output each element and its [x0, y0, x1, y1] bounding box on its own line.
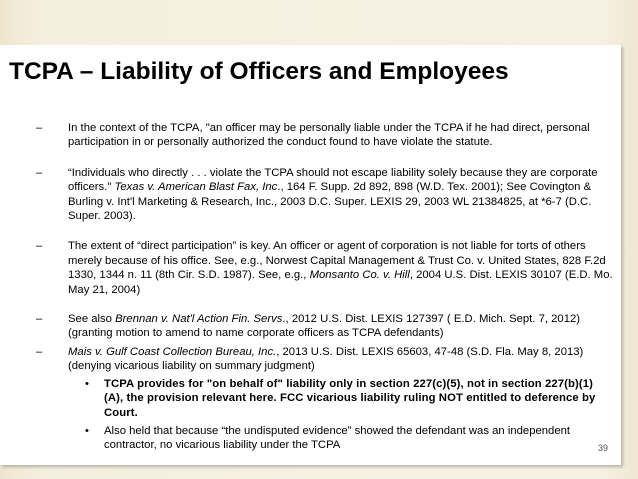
- bullet-text: , 2013 U.S. Dist. LEXIS 65603, 47-48 (S.D. Fla. May 8, 2013)(denying vicarious liability on summary judgment): [68, 345, 584, 373]
- bullet-item: [36, 312, 614, 341]
- bullet-text: See also: [68, 313, 116, 326]
- case-citation: Texas v. American Blast Fax, Inc: [114, 181, 278, 194]
- bullet-text: “Individuals who directly . . . violate the TCPA should not escape liability solely because they are corporate officers.": [68, 166, 598, 194]
- dash-marker: –: [36, 345, 43, 358]
- dash-marker: –: [36, 313, 43, 326]
- dot-marker: •: [85, 424, 89, 437]
- bullet-item: [36, 239, 614, 297]
- dash-marker: –: [36, 240, 43, 253]
- dash-marker: –: [36, 122, 43, 134]
- bullet-item: [36, 345, 614, 453]
- case-citation: Monsanto Co. v. Hill: [309, 269, 410, 282]
- bullet-text: ., 2012 U.S. Dist. LEXIS 127397 ( E.D. Mich. Sept. 7, 2012)(granting motion to amend to name corporate officers as TCPA defendants): [68, 313, 581, 340]
- bullet-list: [36, 121, 614, 453]
- case-citation: Mais v. Gulf Coast Collection Bureau, Inc.: [68, 345, 277, 358]
- slide-title: TCPA – Liability of Officers and Employees: [9, 58, 509, 85]
- sub-bullet-item: [80, 377, 614, 420]
- sub-bullet-list: [68, 377, 614, 453]
- bullet-text: The extent of “direct participation” is key. An officer or agent of corporation is not liable for torts of others merely because of his office. See, e.g., Norwest Capital Management & Trust Co. v. United States, 828 F.2d 1330, 1344 n. 11 (8th Cir. S.D. 1987). See, e.g.,: [68, 240, 606, 282]
- sub-bullet-text: TCPA provides for "on behalf of" liability only in section 227(c)(5), not in section 227(b)(1)(A), the provision relevant here. FCC vicarious liability ruling NOT entitled to deference by Court.: [104, 377, 596, 419]
- case-citation: Brennan v. Nat'l Action Fin. Servs: [115, 313, 283, 326]
- bullet-item: [36, 166, 614, 224]
- sub-bullet-text: Also held that because “the undisputed evidence” showed the defendant was an independent contractor, no vicarious liability under the TCPA: [104, 424, 571, 452]
- dot-marker: •: [85, 377, 89, 390]
- bullet-text: ., 164 F. Supp. 2d 892, 898 (W.D. Tex. 2001); See Covington & Burling v. Int'l Marketing & Research, Inc., 2003 D.C. Super. LEXIS 29, 2003 WL 21384825, at *6-7 (D.C. Super. 2003).: [68, 181, 592, 223]
- bullet-item: [36, 121, 614, 150]
- bullet-text: , 2004 U.S. Dist. LEXIS 30107 (E.D. Mo. May 21, 2004): [68, 269, 613, 296]
- bullet-text: In the context of the TCPA, "an officer may be personally liable under the TCPA if he had direct, personal participation in or personally authorized the conduct found to have violate the statute.: [68, 122, 590, 149]
- sub-bullet-item: [80, 424, 614, 453]
- page-number: 39: [597, 443, 608, 453]
- dash-marker: –: [36, 166, 43, 179]
